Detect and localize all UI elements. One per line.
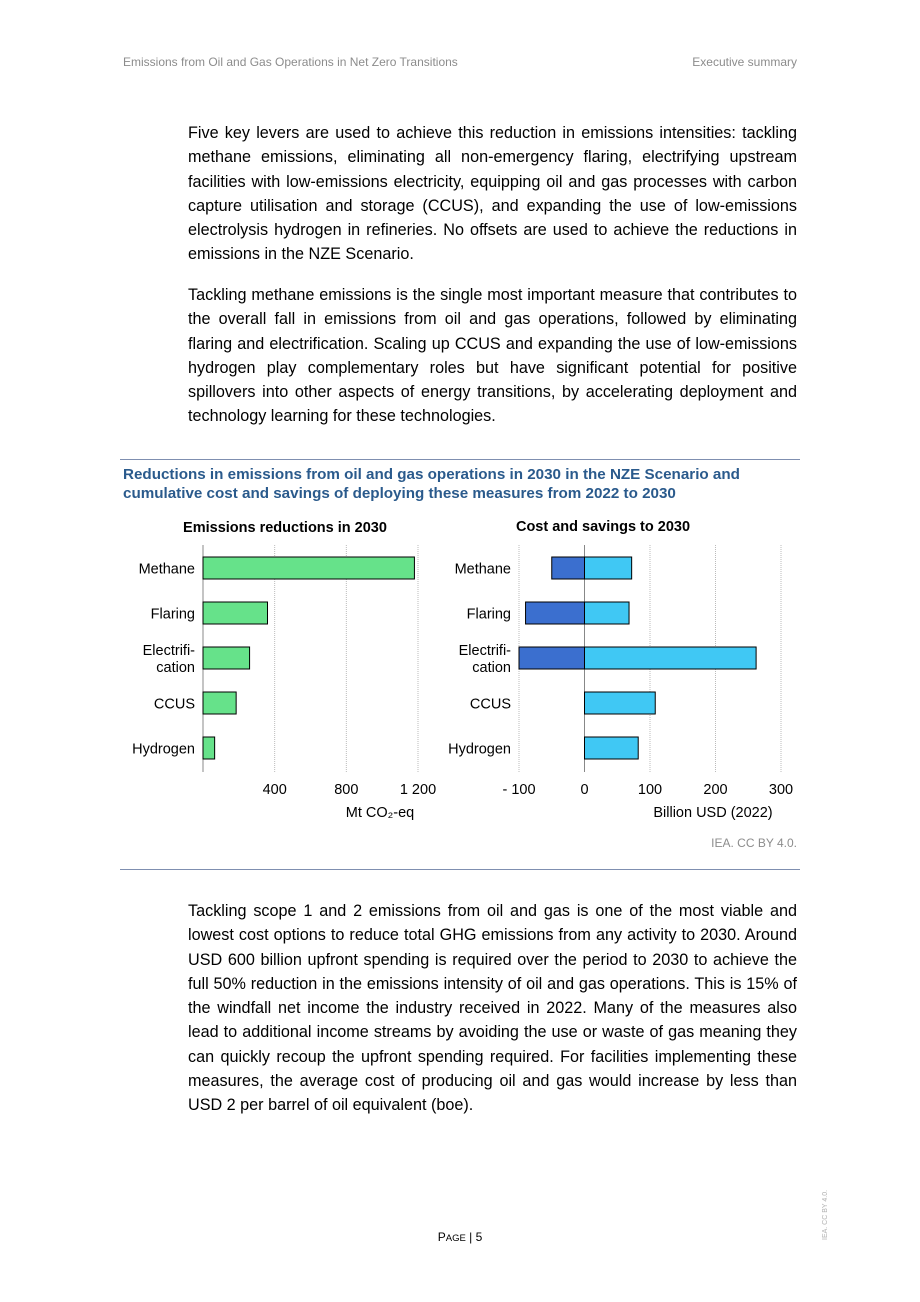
figure-credit: IEA. CC BY 4.0.: [711, 836, 797, 850]
chart1-title: Emissions reductions in 2030: [183, 520, 387, 536]
chart2-bar-negative: [526, 602, 585, 624]
chart1-bar: [203, 737, 215, 759]
chart1-bar: [203, 647, 250, 669]
chart2-xtick-label: 100: [637, 782, 663, 798]
chart2-bar-positive: [585, 647, 757, 669]
chart2-bar-positive: [585, 557, 632, 579]
page-label-cap: P: [437, 1230, 446, 1244]
chart1-category-label: Methane: [138, 561, 195, 578]
chart2-bar-negative: [519, 647, 585, 669]
chart2-category-label: CCUS: [469, 696, 511, 713]
paragraph-methane: Tackling methane emissions is the single most important measure that contributes to the overall fall in emissions from oil and gas operations, followed by eliminating flaring and electrification. Scaling up CCUS and expanding the use of low-emissions hydrogen play complementary roles but have significant potential for positive spillovers into other aspects of energy transitions, by accelerating deployment and technology learning for these technologies.: [188, 286, 797, 426]
chart2-category-label: Methane: [454, 561, 511, 578]
figure-title: Reductions in emissions from oil and gas operations in 2030 in the NZE Scenario and cumulative cost and savings of deploying these measures from 2022 to 2030: [123, 466, 740, 502]
chart2-category-label: Flaring: [466, 606, 511, 623]
figure-top-rule: [120, 459, 800, 460]
page-label-rest: AGE: [445, 1233, 466, 1244]
running-header-right: Executive summary: [692, 55, 797, 69]
chart1-category-label: Flaring: [150, 606, 195, 623]
page-number: 5: [475, 1230, 483, 1244]
side-license: IEA. CC BY 4.0.: [822, 1189, 829, 1240]
chart2-bar-positive: [585, 692, 656, 714]
chart2-category-label: Electrifi-cation: [458, 643, 511, 676]
chart2-title: Cost and savings to 2030: [515, 519, 691, 535]
paragraph-cost: Tackling scope 1 and 2 emissions from oil and gas is one of the most viable and lowest cost options to reduce total GHG emissions from any activity to 2030. Around USD 600 billion upfront spending is required over the period to 2030 to achieve the full 50% reduction in the emissions intensity of oil and gas operations. This is 15% of the windfall net income the industry received in 2022. Many of the measures also lead to additional income streams by avoiding the use or waste of gas meaning they can quickly recoup the upfront spending required. For facilities implementing these measures, the average cost of producing oil and gas would increase by less than USD 2 per barrel of oil equivalent (boe).: [188, 902, 797, 1115]
page-separator: |: [465, 1230, 476, 1244]
page-footer: [0, 1230, 920, 1244]
chart1-xtick-label: 1 200: [399, 782, 437, 798]
chart1-xtick-label: 400: [262, 782, 287, 798]
running-header-left: Emissions from Oil and Gas Operations in Net Zero Transitions: [123, 55, 458, 69]
chart1-xtick-label: 800: [334, 782, 359, 798]
chart1-bar: [203, 557, 414, 579]
chart1-category-label: Electrifi-cation: [142, 643, 195, 676]
chart1-bar: [203, 692, 236, 714]
chart2-xtick-label: 0: [580, 782, 589, 798]
chart1-category-label: Hydrogen: [132, 741, 195, 758]
chart2-xlabel: Billion USD (2022): [653, 805, 773, 821]
figure-bottom-rule: [120, 869, 800, 870]
chart2-bar-positive: [585, 737, 639, 759]
chart2-xtick-label: 300: [768, 782, 794, 798]
paragraph-levers: Five key levers are used to achieve this reduction in emissions intensities: tackling methane emissions, eliminating all non-emergency flaring, electrifying upstream facilities with low-emissions electricity, equipping oil and gas processes with carbon capture utilisation and storage (CCUS), and expanding the use of low-emissions electrolysis hydrogen in refineries. No offsets are used to achieve the reductions in emissions in the NZE Scenario.: [188, 124, 797, 264]
chart2-category-label: Hydrogen: [448, 741, 511, 758]
chart2-xtick-label: 200: [703, 782, 728, 798]
chart1-bar: [203, 602, 268, 624]
chart2-bar-negative: [552, 557, 585, 579]
chart2-bar-positive: [585, 602, 630, 624]
chart1-xlabel: Mt CO₂-eq: [345, 805, 415, 821]
figure-charts: [0, 505, 920, 825]
chart2-xtick-label: - 100: [502, 782, 536, 798]
chart1-category-label: CCUS: [153, 696, 195, 713]
